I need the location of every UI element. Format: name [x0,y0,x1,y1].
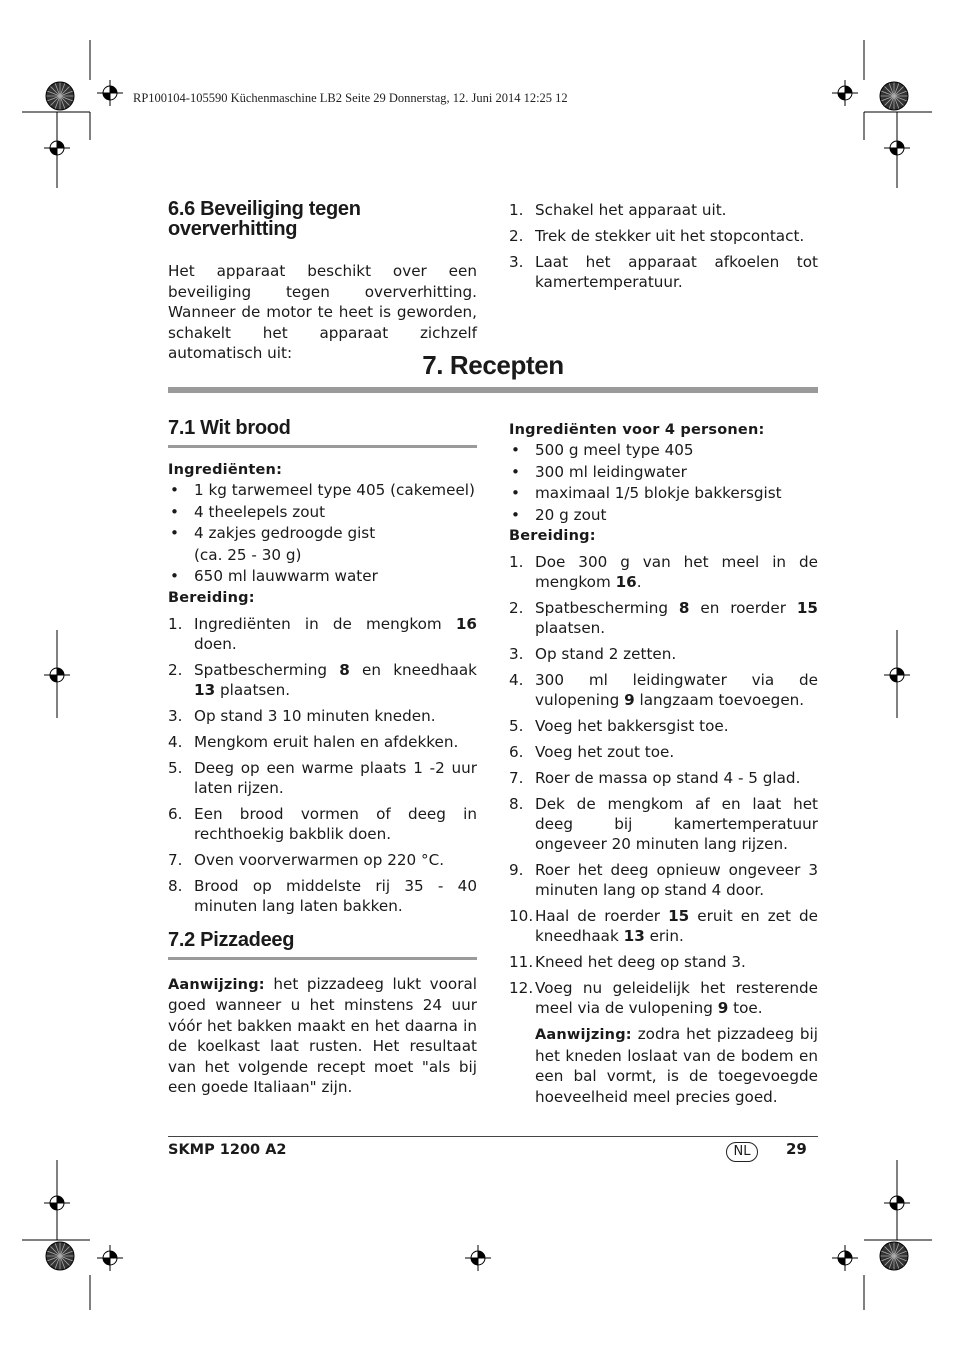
section-heading: 7.1 Wit brood [168,418,477,448]
list-item: • maximaal 1/5 blokje bakkersgist [509,483,818,505]
print-slug-header: RP100104-105590 Küchenmaschine LB2 Seite 29 Donnerstag, 12. Juni 2014 12:25 12 [133,91,568,105]
list-item: 2. Spatbescherming 8 en kneedhaak 13 plaatsen. [168,660,477,699]
list-item: 6. Een brood vormen of deeg in rechthoekig bakblik doen. [168,804,477,843]
preparation-steps [509,552,818,1018]
section-7-2-recipe [509,420,818,1107]
ingredients-list [509,440,818,526]
ingredients-label: Ingrediënten: [168,462,283,478]
list-item: 8. Brood op middelste rij 35 - 40 minuten lang laten bakken. [168,876,477,915]
list-item: • 20 g zout [509,505,818,527]
list-item: • 4 theelepels zout [168,502,477,524]
list-item: 9. Roer het deeg opnieuw ongeveer 3 minuten lang op stand 4 door. [509,861,818,899]
list-item: • 300 ml leidingwater [509,462,818,484]
list-item: • 500 g meel type 405 [509,440,818,462]
list-item: 12. Voeg nu geleidelijk het resterende meel via de vulopening 9 toe. [509,979,818,1017]
list-item: 3. Laat het apparaat afkoelen tot kamertemperatuur. [509,253,818,291]
list-item: 4. 300 ml leidingwater via de vulopening 9 langzaam toevoegen. [509,671,818,709]
list-item: 10. Haal de roerder 15 eruit en zet de kneedhaak 13 erin. [509,907,818,945]
page-number: 29 [786,1140,807,1158]
list-item: 3. Op stand 2 zetten. [509,645,677,663]
list-item: • 1 kg tarwemeel type 405 (cakemeel) [168,480,477,502]
footer-model: SKMP 1200 A2 [168,1142,287,1158]
list-item: 5. Voeg het bakkersgist toe. [509,717,729,735]
preparation-label: Bereiding: [509,528,596,544]
section-heading-7-2: 7.2 Pizzadeeg [168,930,477,960]
step-note: Aanwijzing: zodra het pizzadeeg bij het kneden loslaat van de bodem en een bal vormt, is de toegevoegde hoeveelheid meel precies goed. [535,1025,818,1106]
list-item: 7. Roer de massa op stand 4 - 5 glad. [509,769,801,787]
language-badge: NL [726,1142,758,1162]
section-7-1 [168,418,477,1098]
list-item: 7. Oven voorverwarmen op 220 °C. [168,850,445,869]
note-paragraph: Aanwijzing: het pizzadeeg lukt vooral goed wanneer u het minstens 24 uur vóór het bakken maakt en het daarna in de koelkast laat rusten. Het resultaat van het volgende recept moet "als bij een goede Italiaan" zijn. [168,974,477,1096]
ingredients-list [168,480,477,588]
list-item: 3. Op stand 3 10 minuten kneden. [168,706,436,725]
list-item: • 650 ml lauwwarm water [168,566,477,588]
list-item: 2. Trek de stekker uit het stopcontact. [509,227,805,245]
section-6-6-steps [509,200,818,298]
section-heading: 6.6 Beveiliging tegen oververhitting [168,198,361,240]
list-item: 1. Ingrediënten in de mengkom 16 doen. [168,614,477,653]
numbered-list [509,200,818,292]
preparation-steps [168,614,477,916]
section-6-6 [168,199,477,364]
list-item: 5. Deeg op een warme plaats 1 -2 uur laten rijzen. [168,758,477,797]
list-item: 8. Dek de mengkom af en laat het deeg bij kamertemperatuur ongeveer 20 minuten lang rijzen. [509,795,818,853]
list-item: 11. Kneed het deeg op stand 3. [509,953,746,971]
chapter-title: 7. Recepten [422,350,564,380]
list-item: • 4 zakjes gedroogde gist (ca. 25 - 30 g) [168,523,477,566]
list-item: 6. Voeg het zout toe. [509,743,675,761]
chapter-title-rule [168,387,818,393]
footer-rule [168,1136,818,1137]
list-item: 2. Spatbescherming 8 en roerder 15 plaatsen. [509,599,818,637]
list-item: 1. Schakel het apparaat uit. [509,201,727,219]
list-item: 1. Doe 300 g van het meel in de mengkom 16. [509,553,818,591]
ingredients-label: Ingrediënten voor 4 personen: [509,422,765,438]
preparation-label: Bereiding: [168,589,255,606]
list-item: 4. Mengkom eruit halen en afdekken. [168,732,459,751]
paragraph: Het apparaat beschikt over een beveiliging tegen oververhitting. Wanneer de motor te heet is geworden, schakelt het apparaat zichzelf automatisch uit: [168,262,477,362]
